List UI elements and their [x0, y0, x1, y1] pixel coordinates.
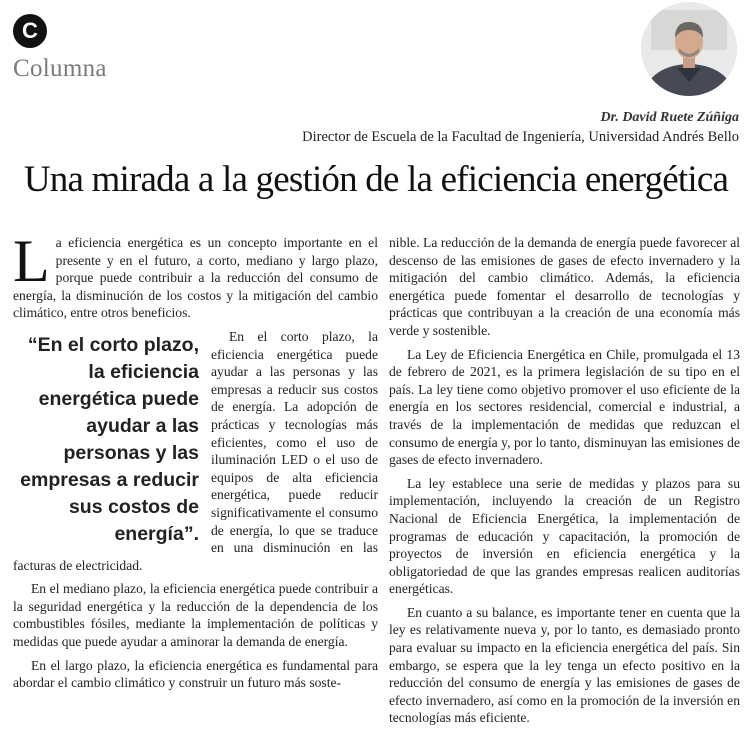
paragraph-mediano-plazo: En el mediano plazo, la eficiencia energética puede contribuir a la seguridad energética y la reducción de la dependencia de los combustibles fósiles, mediante la implementación de políticas y medidas que puede ayudar a aminorar la demanda de energía. — [13, 581, 378, 650]
drop-cap: L — [13, 228, 50, 294]
article-headline: Una mirada a la gestión de la eficiencia energética — [23, 159, 729, 200]
article-column-right — [389, 234, 740, 733]
section-label: Columna — [13, 55, 107, 82]
paragraph-largo-plazo: En el largo plazo, la eficiencia energética es fundamental para abordar el cambio climático y construir un futuro más soste- — [13, 657, 378, 691]
paragraph-balance: En cuanto a su balance, es importante tener en cuenta que la ley es relativamente nueva y, por lo tanto, es demasiado pronto para evaluar su impacto en la eficiencia energética del país. Sin embargo, se espera que la ley tenga un efecto positivo en la reducción del consumo de energía y las emisiones de gases de efecto invernadero, así como en la promoción de la inversión en tecnologías más eficiente. — [389, 604, 740, 726]
pull-quote: “ En el corto plazo, la eficiencia energética puede ayudar a las personas y las empresas a reducir sus costos de energía ”. — [13, 332, 199, 548]
author-photo — [641, 2, 737, 96]
paragraph-medidas: La ley establece una serie de medidas y plazos para su implementación, incluyendo la creación de un Registro Nacional de Eficiencia Energética, la implementación de programas de educación y capacitación, la promoción de proyectos de inversión en eficiencia energética y la obligatoriedad de que las grandes empresas realicen auditorías energéticas. — [389, 475, 740, 597]
byline — [302, 110, 739, 146]
paragraph-ley: La Ley de Eficiencia Energética en Chile, promulgada el 13 de febrero de 2021, es la primera legislación de su tipo en el país. La ley tiene como objetivo promover el uso eficiente de la energía en los sectores residencial, comercial e industrial, a través de la implementación de medidas que reduzcan el consumo de energía y, por lo tanto, disminuyan las emisiones de gases de efecto invernadero. — [389, 346, 740, 468]
intro-text: a eficiencia energética es un concepto importante en el presente y en el futuro, a corto, mediano y largo plazo, porque puede contribuir a la reducción del consumo de energía, la disminución de los costos y la mitigación del cambio climático, entre otros beneficios. — [13, 235, 378, 321]
section-badge: C — [13, 14, 47, 48]
author-portrait-icon — [641, 2, 737, 96]
article-intro-paragraph — [13, 228, 378, 322]
paragraph-corto-plazo: En el corto plazo, la eficiencia energética puede ayudar a las personas y las empresas a reducir sus costos de energía. La adopción de prácticas y tecnologías más eficientes, como el uso de iluminación LED o el uso de equipos de alta eficiencia energética, puede reducir significativamente el consumo de energía, lo que se traduce en una disminución en las facturas de electricidad. — [13, 328, 378, 573]
article-column-left — [13, 228, 378, 698]
author-role: Director de Escuela de la Facultad de Ingeniería, Universidad Andrés Bello — [302, 129, 739, 145]
paragraph-largo-plazo-continued: nible. La reducción de la demanda de energía puede favorecer al descenso de las emisiones de gases de efecto invernadero y la mitigación del cambio climático. Además, la eficiencia energética puede fomentar el desarrollo de tecnologías y prácticas que contribuyan a la creación de una economía más verde y sostenible. — [389, 235, 740, 338]
author-name: Dr. David Ruete Zúñiga — [600, 110, 739, 125]
